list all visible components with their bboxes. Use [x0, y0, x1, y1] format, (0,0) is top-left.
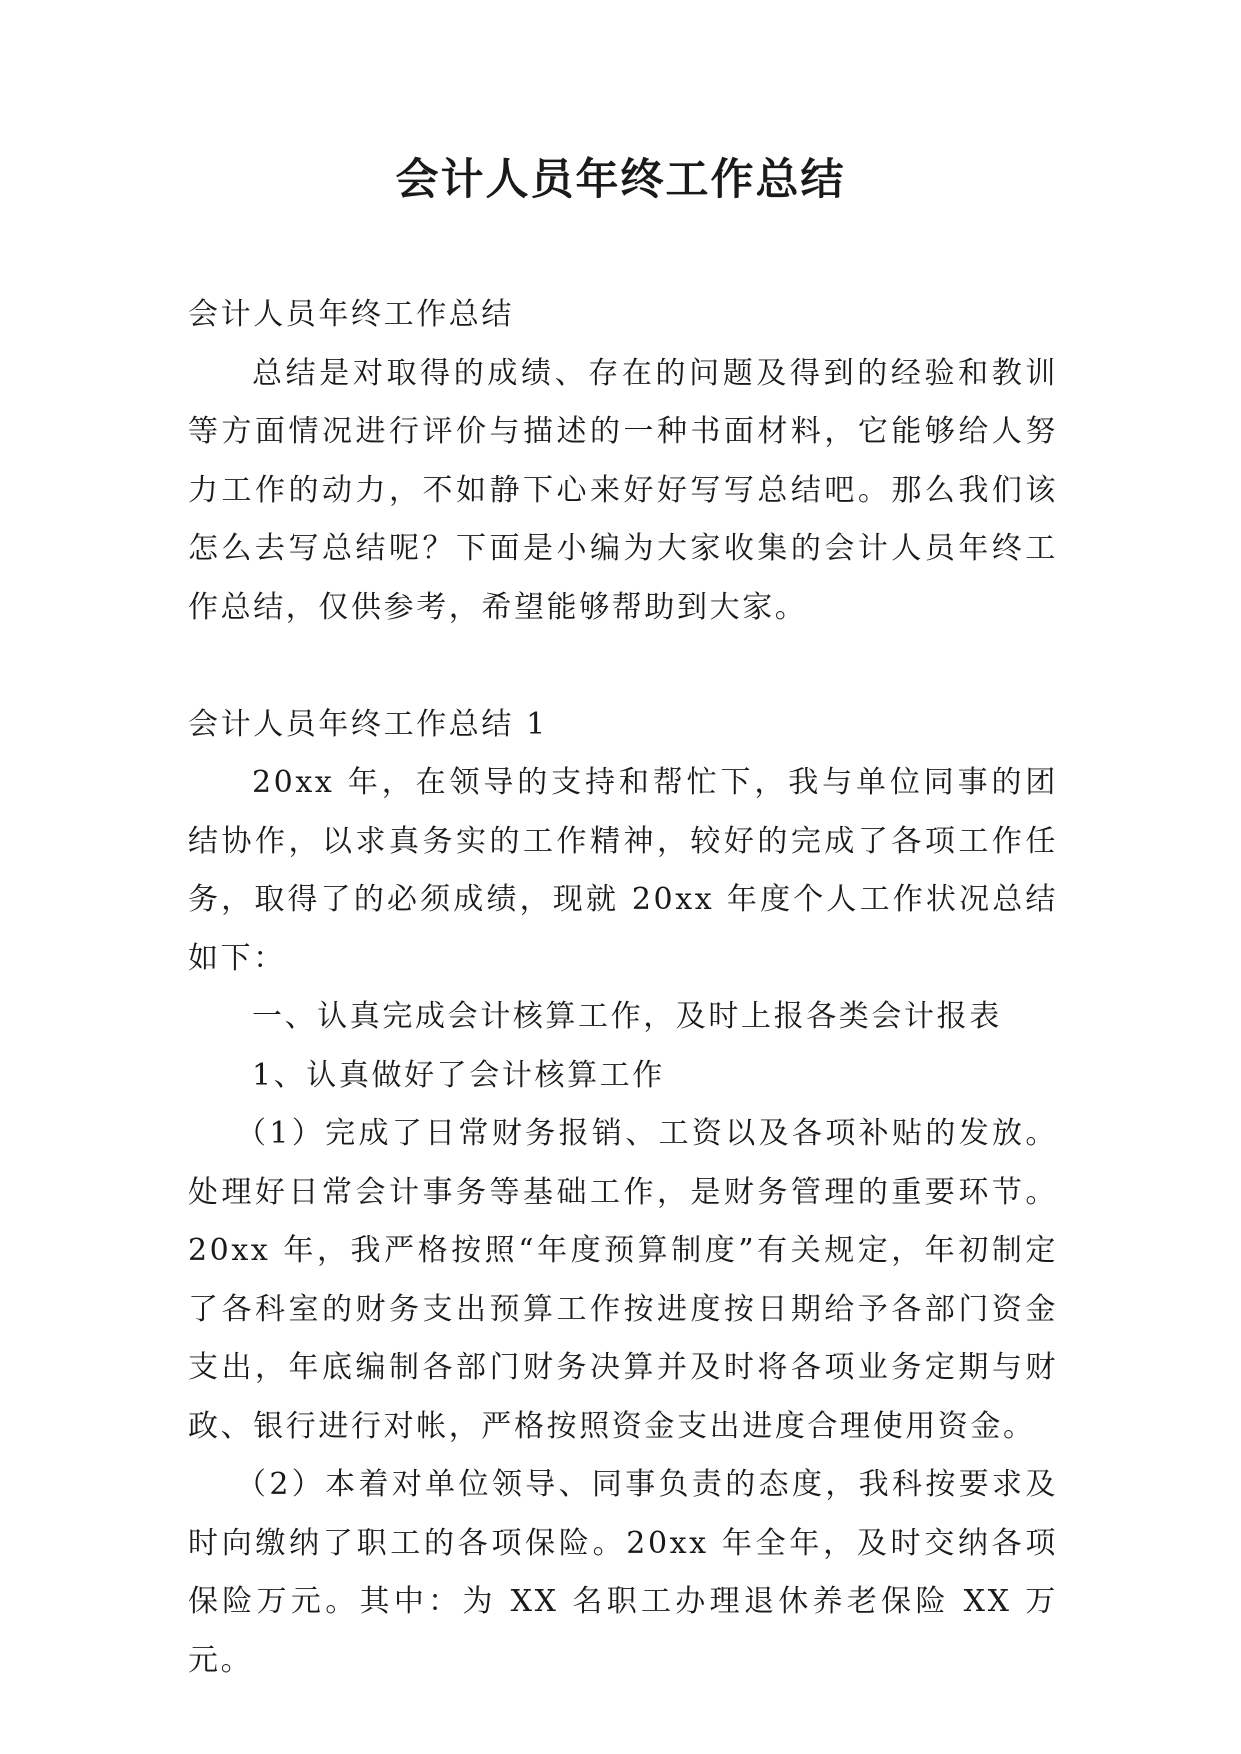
- item-1-heading: 1、认真做好了会计核算工作: [252, 1057, 665, 1093]
- part-one-heading: 一、认真完成会计核算工作，及时上报各类会计报表: [252, 999, 1002, 1034]
- item-1-paragraph-2: （2）本着对单位领导、同事负责的态度，我科按要求及时向缴纳了职工的各项保险。20xx 年全年，及时交纳各项保险万元。其中：为 XX 名职工办理退休养老保险 XX 万元。: [188, 1467, 1058, 1678]
- intro-heading: 会计人员年终工作总结: [188, 297, 514, 332]
- intro-paragraph: 总结是对取得的成绩、存在的问题及得到的经验和教训等方面情况进行评价与描述的一种书面材料，它能够给人努力工作的动力，不如静下心来好好写写总结吧。那么我们该怎么去写总结呢？下面是小编为大家收集的会计人员年终工作总结，仅供参考，希望能够帮助到大家。: [188, 355, 1058, 625]
- section-1-heading: 会计人员年终工作总结 1: [188, 706, 548, 742]
- section-1-paragraph: 20xx 年，在领导的支持和帮忙下，我与单位同事的团结协作，以求真务实的工作精神，较好的完成了各项工作任务，取得了的必须成绩，现就 20xx 年度个人工作状况总结如下：: [188, 765, 1058, 976]
- paragraph-spacer: [188, 637, 1058, 696]
- document-title: 会计人员年终工作总结: [395, 155, 846, 205]
- item-1-paragraph-1: （1）完成了日常财务报销、工资以及各项补贴的发放。处理好日常会计事务等基础工作，是财务管理的重要环节。20xx 年，我严格按照“年度预算制度”有关规定，年初制定了各科室的财务支出预算工作按进度按日期给予各部门资金支出，年底编制各部门财务决算并及时将各项业务定期与财政、银行进行对帐，严格按照资金支出进度合理使用资金。: [188, 1116, 1058, 1444]
- document-body: [188, 286, 1058, 1690]
